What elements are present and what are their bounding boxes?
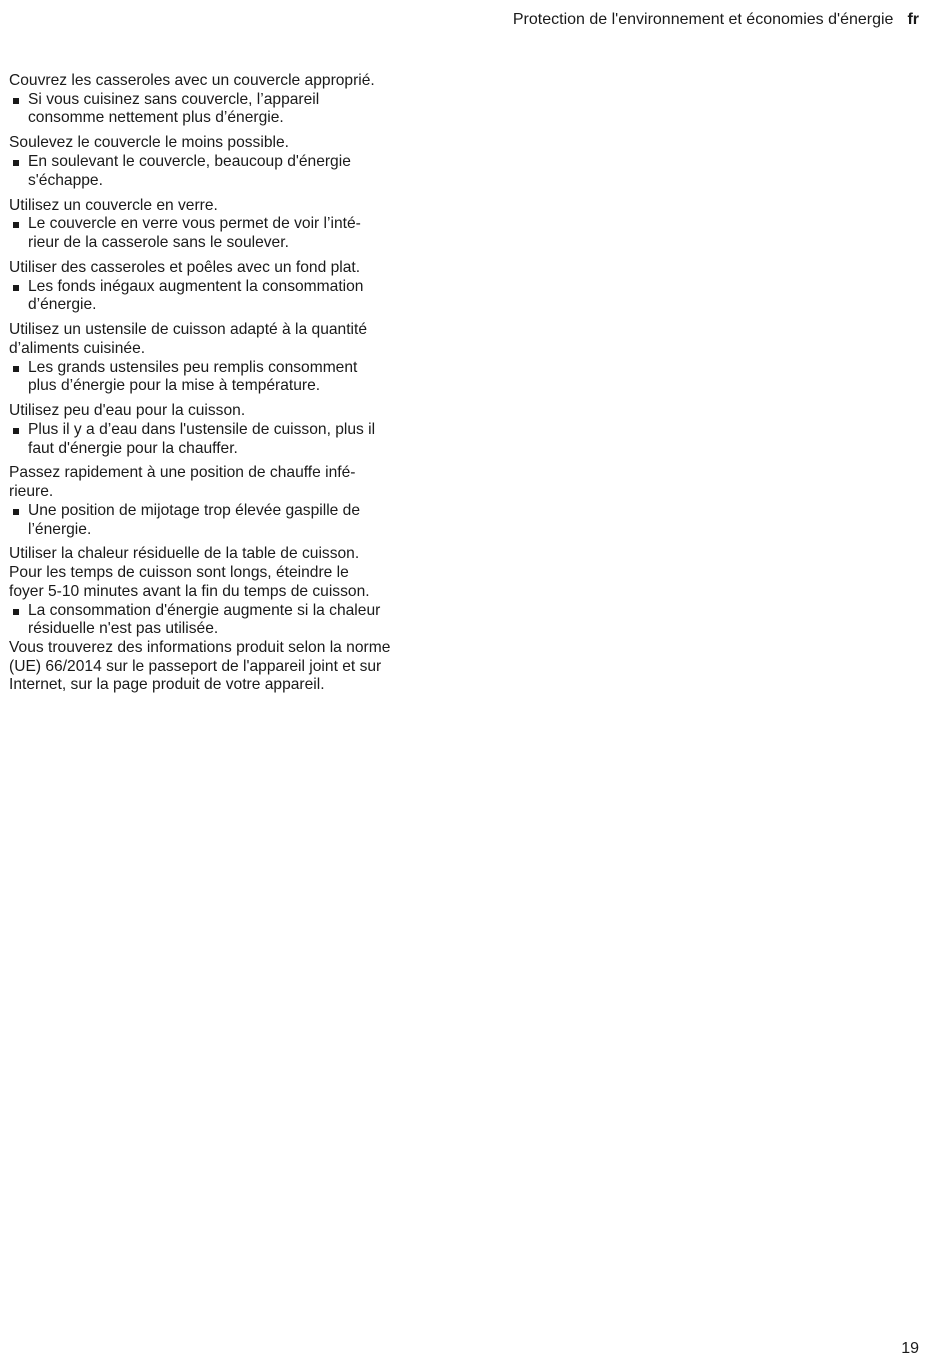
tip-heading: Soulevez le couvercle le moins possible.	[9, 134, 289, 152]
page-header	[513, 10, 919, 30]
bullet-line: Les fonds inégaux augmentent la consommation	[28, 277, 364, 295]
bullet-item	[9, 91, 449, 128]
bullet-line: l’énergie.	[28, 520, 92, 538]
square-bullet-icon	[13, 160, 19, 166]
closing-paragraph: Vous trouverez des informations produit selon la norme (UE) 66/2014 sur le passeport de l'appareil joint et sur Internet, sur la page produit de votre appareil.	[9, 639, 391, 694]
bullet-line: La consommation d'énergie augmente si la chaleur	[28, 601, 381, 619]
bullet-line: En soulevant le couvercle, beaucoup d'énergie	[28, 153, 351, 170]
square-bullet-icon	[13, 285, 19, 291]
square-bullet-icon	[13, 98, 19, 104]
tip-heading: Utilisez un couvercle en verre.	[9, 196, 218, 214]
bullet-item	[9, 602, 449, 639]
tip-section	[9, 464, 449, 539]
bullet-line: d’énergie.	[28, 296, 97, 314]
square-bullet-icon	[13, 366, 19, 372]
bullet-line: Plus il y a d’eau dans l'ustensile de cuisson, plus il	[28, 420, 376, 438]
square-bullet-icon	[13, 609, 19, 615]
bullet-line: Le couvercle en verre vous permet de voir l’inté-	[28, 215, 361, 233]
bullet-line: rieur de la casserole sans le soulever.	[28, 234, 289, 251]
tip-heading: Passez rapidement à une position de chauffe infé- rieure.	[9, 464, 356, 501]
bullet-line: faut d'énergie pour la chauffer.	[28, 439, 238, 457]
bullet-line: consomme nettement plus d’énergie.	[28, 109, 284, 127]
header-title: Protection de l'environnement et économies d'énergie	[512, 11, 894, 28]
square-bullet-icon	[13, 428, 19, 434]
tip-section	[9, 545, 449, 639]
tip-section	[9, 72, 449, 128]
tip-heading: Utilisez un ustensile de cuisson adapté à la quantité d’aliments cuisinée.	[9, 321, 368, 357]
bullet-line: s'échappe.	[28, 171, 103, 189]
bullet-line: plus d’énergie pour la mise à température.	[28, 377, 321, 395]
tip-section	[9, 259, 449, 315]
tip-heading: Utiliser des casseroles et poêles avec un fond plat.	[9, 258, 361, 276]
tip-section	[9, 197, 449, 253]
bullet-item	[9, 153, 449, 190]
language-code: fr	[907, 11, 919, 28]
bullet-line: Si vous cuisinez sans couvercle, l’appareil	[28, 90, 320, 108]
square-bullet-icon	[13, 222, 19, 228]
bullet-item	[9, 278, 449, 315]
tip-section	[9, 321, 449, 396]
bullet-item	[9, 421, 449, 458]
tip-heading: Utiliser la chaleur résiduelle de la table de cuisson. Pour les temps de cuisson sont longs, éteindre le foyer 5-10 minutes avant la fin du temps de cuisson.	[9, 545, 370, 600]
bullet-item	[9, 502, 449, 539]
document-body	[9, 72, 449, 695]
bullet-item	[9, 215, 449, 252]
tip-heading: Couvrez les casseroles avec un couvercle approprié.	[9, 72, 375, 89]
tip-section	[9, 134, 449, 190]
bullet-item	[9, 359, 449, 396]
tip-section	[9, 402, 449, 458]
square-bullet-icon	[13, 509, 19, 515]
bullet-line: Les grands ustensiles peu remplis consomment	[28, 358, 358, 376]
bullet-line: Une position de mijotage trop élevée gaspille de	[28, 501, 361, 519]
bullet-line: résiduelle n'est pas utilisée.	[28, 620, 219, 638]
page-number: 19	[901, 1340, 919, 1357]
tip-heading: Utilisez peu d'eau pour la cuisson.	[9, 402, 246, 420]
